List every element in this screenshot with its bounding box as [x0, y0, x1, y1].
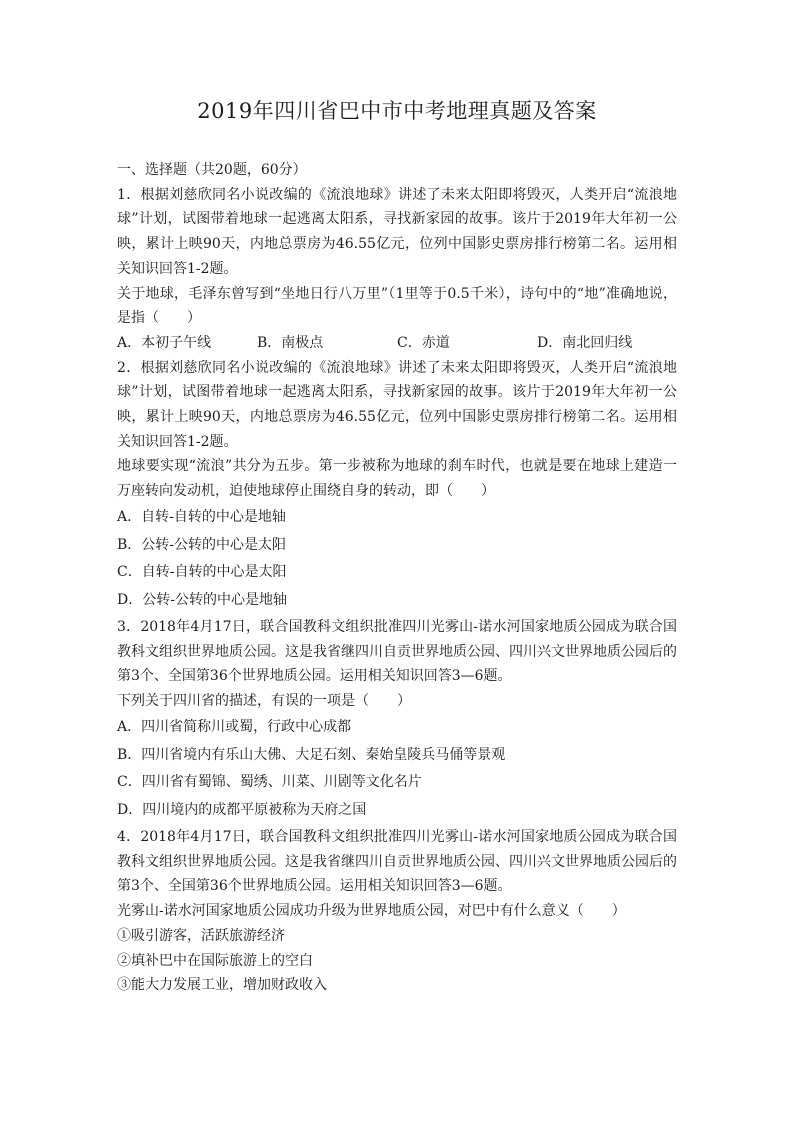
- option-d: D．公转-公转的中心是地轴: [117, 592, 287, 609]
- question-4-stem: 光雾山-诺水河国家地质公园成功升级为世界地质公园，对巴中有什么意义（ ）: [117, 903, 626, 920]
- question-3-lead: 3．2018年4月17日，联合国教科文组织批准四川光雾山-诺水河国家地质公园成为联合国教科文组织世界地质公园。这是我省继四川自贡世界地质公园、四川兴文世界地质公园后的第3个、全国第36个世界地质公园。运用相关知识回答3—6题。: [117, 619, 677, 685]
- section-heading: 一、选择题（共20题，60分）: [117, 162, 307, 178]
- option-d: D．南北回归线: [537, 334, 633, 351]
- question-1-lead: 1．根据刘慈欣同名小说改编的《流浪地球》讲述了未来太阳即将毁灭，人类开启“流浪地球”计划，试图带着地球一起逃离太阳系，寻找新家园的故事。该片于2019年大年初一公映，累计上映90天，内地总票房为46.55亿元，位列中国影史票房排行榜第二名。运用相关知识回答1-2题。: [117, 186, 677, 277]
- statement-3: ③能大力发展工业，增加财政收入: [117, 977, 327, 994]
- question-1-stem: 关于地球，毛泽东曾写到“坐地日行八万里”（1里等于0.5千米），诗句中的“地”准确地说，是指（ ）: [117, 285, 677, 327]
- option-d: D．四川境内的成都平原被称为天府之国: [117, 802, 367, 819]
- option-b: B．公转-公转的中心是太阳: [117, 536, 287, 553]
- statement-2: ②填补巴中在国际旅游上的空白: [117, 952, 313, 969]
- option-c: C．自转-自转的中心是太阳: [117, 564, 287, 581]
- option-a: A．四川省简称川或蜀，行政中心成都: [117, 718, 352, 735]
- option-b: B．四川省境内有乐山大佛、大足石刻、秦始皇陵兵马俑等景观: [117, 746, 506, 763]
- question-2-lead: 2．根据刘慈欣同名小说改编的《流浪地球》讲述了未来太阳即将毁灭，人类开启“流浪地球”计划，试图带着地球一起逃离太阳系，寻找新家园的故事。该片于2019年大年初一公映，累计上映90天，内地总票房为46.55亿元，位列中国影史票房排行榜第二名。运用相关知识回答1-2题。: [117, 359, 677, 450]
- document-body: [117, 158, 677, 998]
- question-1-options: [117, 331, 677, 356]
- option-a: A．本初子午线: [117, 334, 212, 351]
- page-title: 2019年四川省巴中市中考地理真题及答案: [197, 99, 597, 123]
- question-3-stem: 下列关于四川省的描述，有误的一项是（ ）: [117, 693, 411, 710]
- option-c: C．赤道: [397, 334, 450, 351]
- option-a: A．自转-自转的中心是地轴: [117, 508, 286, 525]
- question-2-stem: 地球要实现“流浪”共分为五步。第一步被称为地球的刹车时代，也就是要在地球上建造一万座转向发动机，迫使地球停止围绕自身的转动，即（ ）: [117, 458, 677, 500]
- option-b: B．南极点: [257, 334, 324, 351]
- option-c: C．四川省有蜀锦、蜀绣、川菜、川剧等文化名片: [117, 774, 422, 791]
- question-4-lead: 4．2018年4月17日，联合国教科文组织批准四川光雾山-诺水河国家地质公园成为联合国教科文组织世界地质公园。这是我省继四川自贡世界地质公园、四川兴文世界地质公园后的第3个、全国第36个世界地质公园。运用相关知识回答3—6题。: [117, 829, 677, 895]
- statement-1: ①吸引游客，活跃旅游经济: [117, 927, 285, 944]
